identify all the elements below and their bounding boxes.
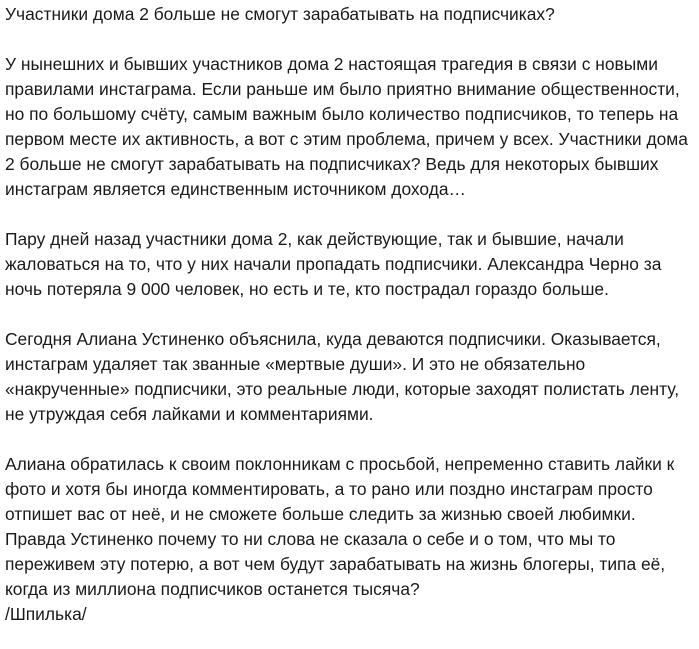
article-paragraph-4-text: Алиана обратилась к своим поклонникам с просьбой, непременно ставить лайки к фото и хотя бы иногда комментировать, а то рано или поздно инстаграм просто отпишет вас от неё, и не сможете больше следить за жизнью своей любимки. Правда Устиненко почему то ни слова не сказала о себе и о том, что мы то переживем эту потерю, а вот чем будут зарабатывать на жизнь блогеры, типа её, когда из миллиона подписчиков останется тысяча? [5,454,675,599]
article-body [5,2,695,627]
article-title: Участники дома 2 больше не смогут зарабатывать на подписчиках? [5,4,555,24]
article-signature: /Шпилька/ [5,604,87,624]
article-paragraph-1: У нынешних и бывших участников дома 2 настоящая трагедия в связи с новыми правилами инстаграма. Если раньше им было приятно внимание общественности, но по большому счёту, самым важным было количество подписчиков, то теперь на первом месте их активность, а вот с этим проблема, причем у всех. Участники дома 2 больше не смогут зарабатывать на подписчиках? Ведь для некоторых бывших инстаграм является единственным источником дохода… [5,54,688,199]
article-paragraph-4 [5,452,695,627]
article-paragraph-2: Пару дней назад участники дома 2, как действующие, так и бывшие, начали жаловаться на то, что у них начали пропадать подписчики. Александра Черно за ночь потеряла 9 000 человек, но есть и те, кто пострадал гораздо больше. [5,229,662,299]
article-paragraph-3: Сегодня Алиана Устиненко объяснила, куда деваются подписчики. Оказывается, инстаграм удаляет так званные «мертвые души». И это не обязательно «накрученные» подписчики, это реальные люди, которые заходят полистать ленту, не утруждая себя лайками и комментариями. [5,329,680,424]
